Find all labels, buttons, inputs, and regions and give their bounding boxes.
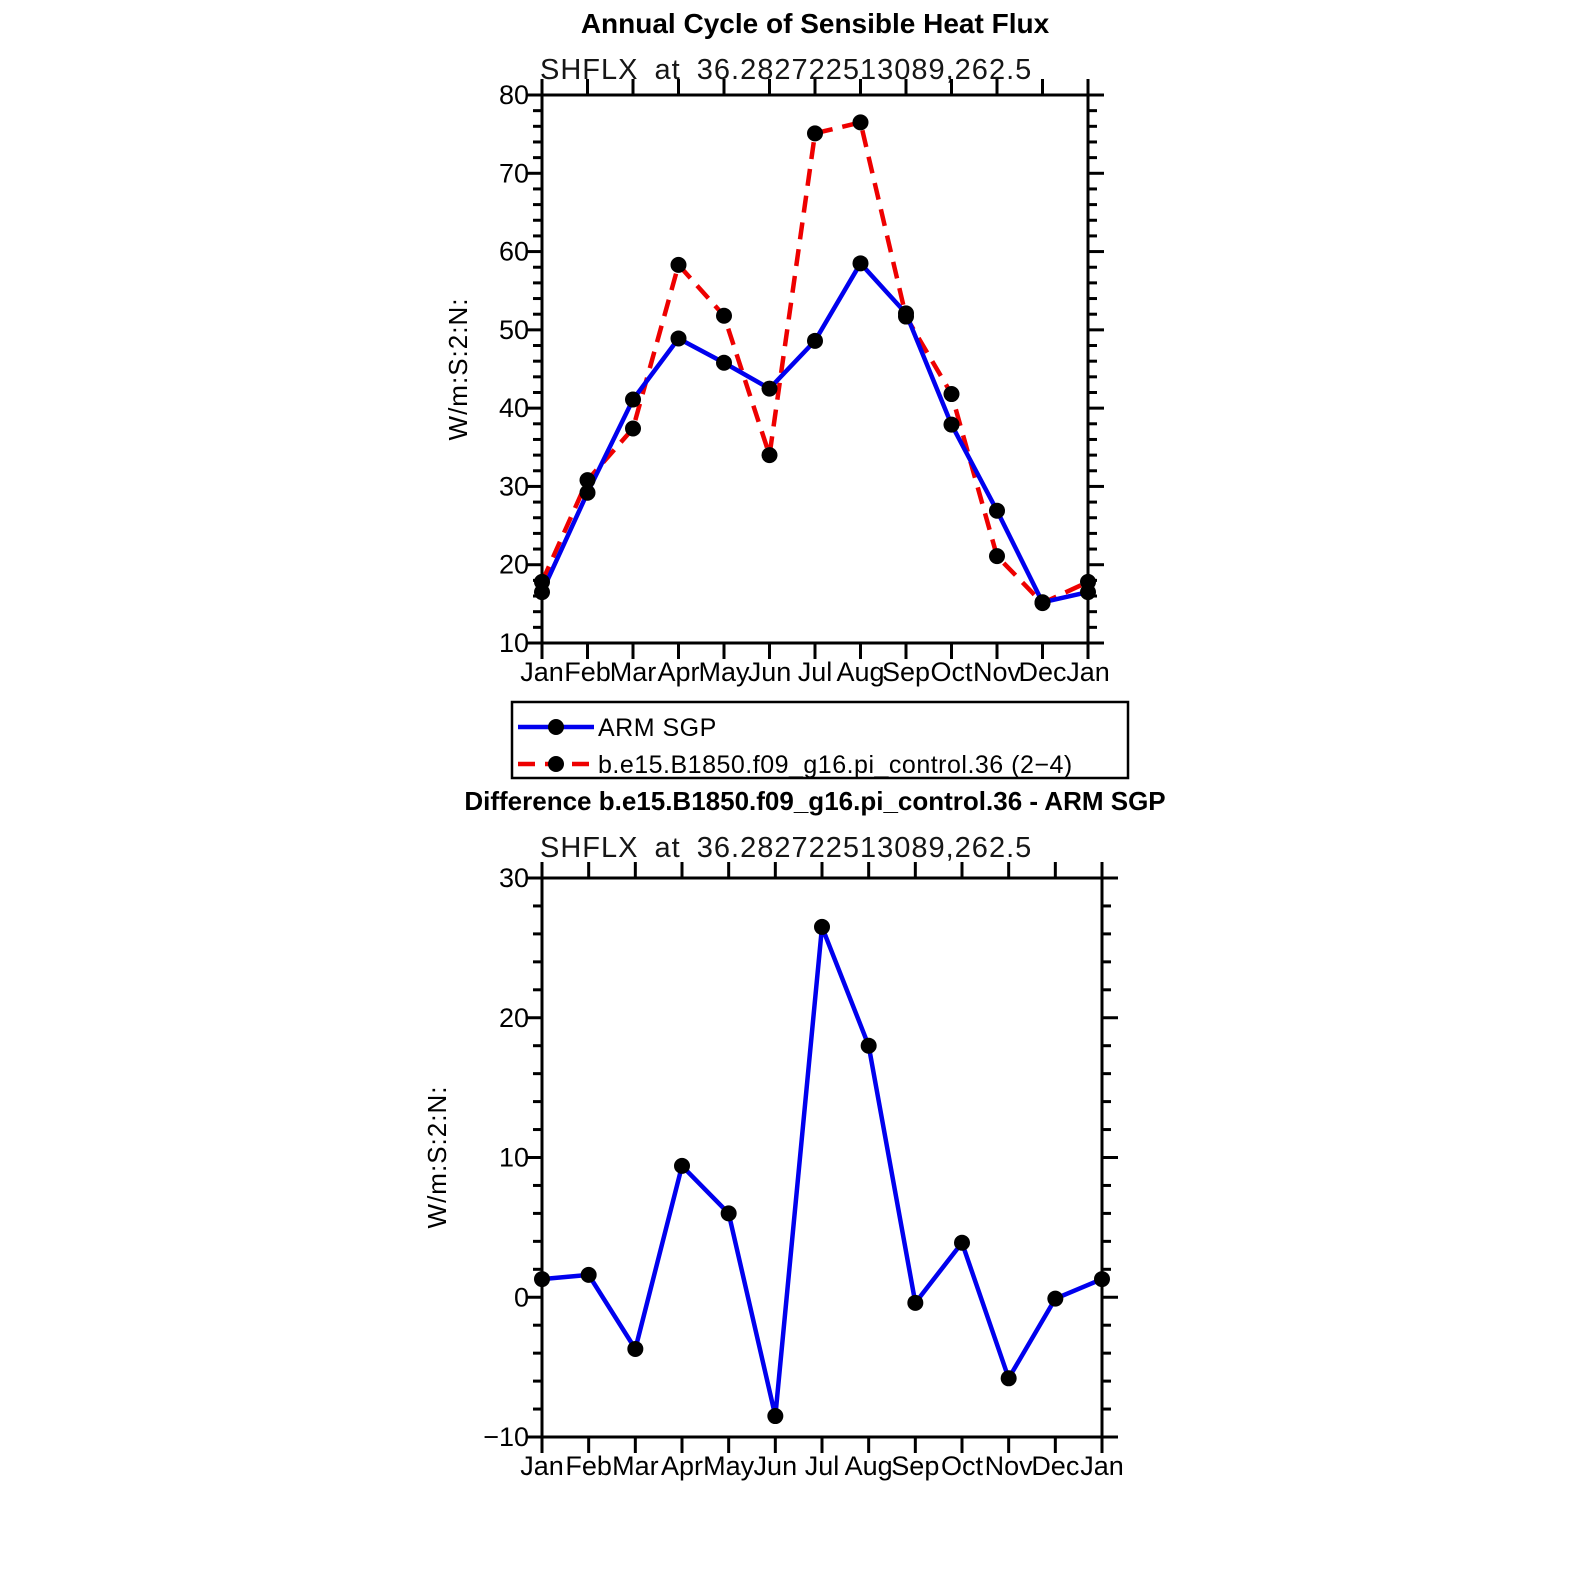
chart2-y-axis-label: W/m:S:2:N: — [422, 1085, 452, 1229]
chart2-title: Difference b.e15.B1850.f09_g16.pi_control.36 - ARM SGP — [464, 786, 1166, 816]
data-point — [1047, 1291, 1063, 1307]
x-tick-label: Feb — [564, 657, 611, 687]
x-tick-label: May — [703, 1451, 755, 1481]
y-tick-label: 30 — [498, 863, 529, 893]
legend-arm-sgp-label: ARM SGP — [598, 714, 717, 742]
chart2-subtitle: SHFLX at 36.282722513089,262.5 — [540, 832, 1033, 864]
data-point — [898, 309, 914, 325]
x-tick-label: Jan — [520, 1451, 564, 1481]
x-tick-label: Jan — [1066, 657, 1110, 687]
legend-box — [512, 702, 1128, 779]
y-tick-label: 60 — [498, 236, 529, 267]
chart1-title: Annual Cycle of Sensible Heat Flux — [580, 8, 1050, 39]
y-tick-label: 70 — [498, 158, 529, 189]
y-tick-label: 30 — [498, 471, 529, 502]
y-tick-label: 0 — [513, 1282, 529, 1313]
data-point — [944, 386, 960, 402]
x-tick-label: Oct — [940, 1451, 984, 1481]
legend-model-label: b.e15.B1850.f09_g16.pi_control.36 (2−4) — [598, 751, 1073, 779]
x-tick-label: Sep — [891, 1451, 940, 1481]
data-point — [625, 420, 641, 436]
data-point — [954, 1235, 970, 1251]
data-point — [1094, 1271, 1110, 1287]
x-tick-label: Mar — [609, 657, 657, 687]
x-tick-label: Apr — [657, 657, 700, 687]
x-tick-label: May — [698, 657, 750, 687]
sensible-heat-flux-plot — [499, 79, 1110, 687]
x-tick-label: Sep — [881, 657, 931, 687]
data-point — [853, 114, 869, 130]
data-point — [534, 1271, 550, 1287]
y-tick-label: 40 — [498, 393, 529, 424]
data-point — [989, 548, 1005, 564]
x-tick-label: Mar — [612, 1451, 659, 1481]
x-tick-label: Jul — [797, 657, 833, 687]
y-tick-label: −10 — [483, 1422, 529, 1452]
data-point — [721, 1205, 737, 1221]
x-tick-label: Jun — [747, 657, 792, 687]
x-tick-label: Jun — [753, 1451, 798, 1481]
y-tick-label: 20 — [498, 549, 529, 580]
data-point — [716, 308, 732, 324]
y-tick-label: 50 — [498, 314, 529, 345]
data-point — [814, 919, 830, 935]
data-point — [762, 381, 778, 397]
legend-model-marker — [548, 756, 564, 772]
data-point — [989, 503, 1005, 519]
x-tick-label: Aug — [844, 1451, 893, 1481]
x-tick-label: Apr — [660, 1451, 704, 1481]
x-tick-label: Feb — [565, 1451, 612, 1481]
data-point — [627, 1341, 643, 1357]
data-point — [861, 1038, 877, 1054]
chart1-y-axis-label: W/m:S:2:N: — [443, 297, 473, 441]
data-point — [1001, 1370, 1017, 1386]
arm-sgp-line — [542, 263, 1088, 602]
x-tick-label: Aug — [836, 657, 885, 687]
x-tick-label: Dec — [1031, 1451, 1080, 1481]
y-tick-label: 10 — [498, 628, 529, 658]
y-tick-label: 20 — [498, 1002, 529, 1033]
data-point — [1035, 595, 1051, 611]
x-tick-label: Nov — [984, 1451, 1033, 1481]
y-tick-label: 80 — [498, 80, 529, 110]
legend-arm-sgp-marker — [548, 719, 564, 735]
x-tick-label: Jul — [804, 1451, 840, 1481]
data-point — [534, 574, 550, 590]
x-tick-label: Jan — [1080, 1451, 1124, 1481]
y-tick-label: 10 — [498, 1142, 529, 1173]
chart1-subtitle: SHFLX at 36.282722513089,262.5 — [540, 54, 1033, 86]
x-tick-label: Dec — [1018, 657, 1067, 687]
data-point — [580, 472, 596, 488]
data-point — [716, 355, 732, 371]
x-tick-label: Nov — [972, 657, 1022, 687]
x-tick-label: Oct — [930, 657, 973, 687]
data-point — [762, 447, 778, 463]
data-point — [944, 417, 960, 433]
data-point — [625, 392, 641, 408]
data-point — [807, 125, 823, 141]
data-point — [807, 333, 823, 349]
data-point — [671, 257, 687, 273]
data-point — [767, 1408, 783, 1424]
data-point — [671, 330, 687, 346]
data-point — [907, 1295, 923, 1311]
data-point — [581, 1267, 597, 1283]
data-point — [674, 1158, 690, 1174]
data-point — [853, 255, 869, 271]
difference-plot — [483, 862, 1124, 1481]
data-point — [1080, 574, 1096, 590]
x-tick-label: Jan — [520, 657, 564, 687]
difference-line — [542, 927, 1102, 1416]
